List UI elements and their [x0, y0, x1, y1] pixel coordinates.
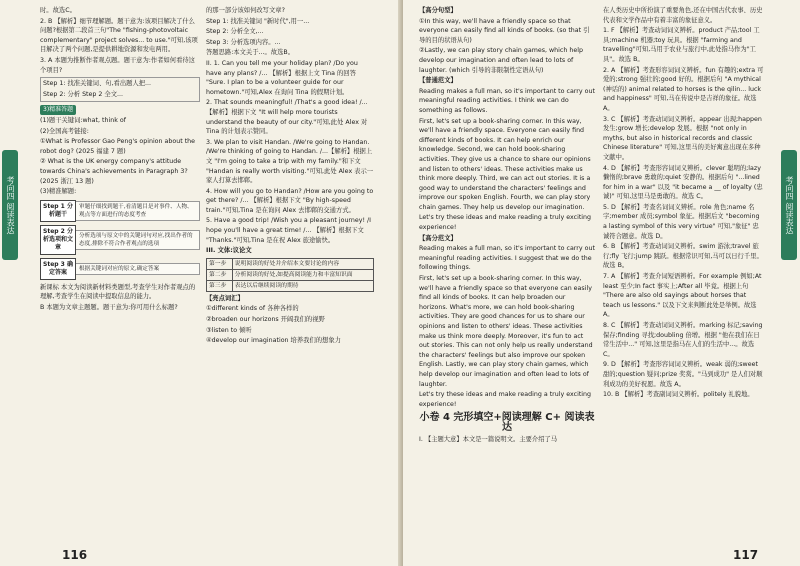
step-box — [40, 77, 200, 102]
page-number: 117 — [733, 548, 759, 562]
text-line: 5. D 【解析】考查名词词义辨析。role 角色;name 名字;member 成员;symbol 象征。根据后文 "becoming a lasting symbol of this very virtue" 可知,"象征" 忠诚符合题意。故选 D。 — [603, 203, 760, 240]
right-page — [403, 0, 800, 566]
text-line: 【普通范文】 — [419, 77, 457, 85]
text-line: Step 1: 找准关键词 "新时代",用一... — [206, 17, 310, 25]
text-line: III. 文体:议论文 — [206, 247, 252, 255]
text-line: First, let's set up a book-sharing corner. In this way, we'll have a friendly space so that everyone can easily find all kinds of books. It can help broaden our horizons. What's more, we can hold book-sharing activities. They are good chances for us to share our opinions and listen to others' ideas. These activities make us think more deeply. Moreover, it's fun to act out stories. This can not only help us really understand the characters' feelings but also improve our spoken English. Lastly, we can play story chain games, which help develop our imagination and often lead to lots of laughter. — [419, 275, 593, 388]
flow-step-2 — [40, 225, 200, 255]
text-line: 7. A 【解析】考查介词短语辨析。For example 例如;At least 至少;In fact 事实上;After all 毕竟。根据上句 "There are also old sayings about horses that teach us lessons." 以及下文来判断此处是举例。故选 A。 — [603, 273, 762, 319]
text-line: 2. That sounds meaningful! /That's a good idea! /... 【解析】根据下文 "It will help more tourists understand the beauty of our city."可知,此处 Alex 对 Tina 的计划表示赞同。 — [206, 99, 368, 136]
structure-table — [206, 258, 374, 292]
text-line: 答题思路:本文关于...。故选B。 — [206, 49, 295, 57]
text-line: 3. We plan to visit Handan. /We're going to Handan. /We're thinking of going to Handan. /...【解析】根据上文 "I'm going to take a trip with my family."和下文 "Handan is really worth visiting."可知,此处 Alex 表示一家人打算去邯郸。 — [206, 138, 374, 185]
text-line: 【高分句型】 — [419, 7, 457, 14]
text-line: 新课标 本文为阅读新材料类题型,考查学生对作者观点的理解,考查学生在阅读中提取信息的能力。 — [40, 283, 196, 301]
flow-step-label: Step 3 确定答案 — [40, 258, 76, 280]
text-line: 10. B 【解析】考查副词词义辨析。politely 礼貌地。 — [603, 391, 754, 399]
side-tab: 考向四 阅读表达 — [2, 150, 18, 260]
text-line: Step 1: 找准关键词、句,看出题人把... — [43, 80, 152, 88]
text-line: 3. C 【解析】考查动词词义辨析。appear 出现;happen 发生;grow 增长;develop 发展。根据 "not only in myths, but also in historical records and classic Chinese literature" 可知,这里马的美好寓意出现在多种文献中。 — [603, 115, 762, 161]
text-line: First, let's set up a book-sharing corner. In this way, we'll have a friendly space. Everyone can easily find different kinds of books. It can help enrich our knowledge. Second, we can hold book-sharing activities. They give us a chance to share our opinions and listen to others' ideas. These activities make us think more deeply. Third, we can act out stories. It is a good way to understand the characters' feelings and improve our spoken English. Fourth, we can play story chain games. They help us develop our imagination. — [419, 117, 591, 211]
text-line: Step 3: 分析选项内容。... — [206, 38, 281, 46]
text-line: Let's try these ideas and make reading a truly exciting experience! — [419, 214, 592, 232]
text-line: 5. Have a good trip! /Wish you a pleasant journey! /I hope you'll have a great time! /... 【解析】根据下文 "Thanks."可知,Tina 是在祝 Alex 旅途愉快。 — [206, 217, 372, 244]
left-column-2 — [206, 6, 374, 347]
table-cell: 说明阅读的好处并介绍本文要讨论的内容 — [232, 258, 373, 269]
flow-step-text: 分析选项与原文中的关键词句对应,找出作者的态度,排除不符合作者观点的选项 — [76, 230, 200, 250]
text-line: 4. How will you go to Handan? /How are you going to get there? /... 【解析】根据下文 "By high-speed train."可知,Tina 是在询问 Alex 去邯郸的交通方式。 — [206, 187, 374, 214]
text-line: I. 【主题大意】本文是一篇说明文。主要介绍了马 — [419, 435, 558, 443]
text-line: 3. A 本题为推断作者观点题。题干意为:作者如何看待这个项目? — [40, 56, 195, 74]
page-number: 116 — [62, 548, 88, 562]
text-line: ②Lastly, we can play story chain games, which help develop our imagination and often lead to lots of laughter. (which 引导的非限制性定语从句) — [419, 47, 583, 74]
text-line: 8. C 【解析】考查动词词义辨析。marking 标记;saving 保存;finding 寻找;doubling 倍增。根据 "他在我们在日常生活中..." 可知,这里是指马在人们的生活中...。故选 C。 — [603, 322, 763, 358]
text-line: Step 2: 分析 Step 2 全文... — [43, 90, 124, 98]
text-line: ①In this way, we'll have a friendly space so that everyone can easily find all kinds of books. (so that 引导的目的状语从句) — [419, 17, 590, 44]
text-line: II. 1. Can you tell me your holiday plan? /Do you have any plans? /... 【解析】根据上文 Tina 的回答 "Sure. I plan to be a volunteer guide for our hometown."可知,Alex 在询问 Tina 的假期计划。 — [206, 59, 358, 96]
table-cell: 第一步 — [207, 258, 233, 269]
text-line: 【高分范文】 — [419, 234, 457, 242]
text-line: 2. A 【解析】考查形容词词义辨析。fun 有趣的;extra 可爱的;strong 强壮的;good 好的。根据后句 "A mythical (神话的) animal related to horses is the qilin... luck and happiness" 可知,马在传说中是吉祥的象征。故选 A。 — [603, 66, 764, 112]
text-line: 在人类历史中所扮演了重要角色,还在中国古代农事、历史代表和文学作品中有着丰富的象征意义。 — [603, 7, 763, 24]
table-row — [207, 269, 374, 280]
text-line: 6. B 【解析】考查动词词义辨析。swim 游泳;travel 旅行;fly 飞行;jump 跳跃。根据常识可知,马可以日行千里。故选 B。 — [603, 243, 763, 270]
table-cell: 第三步 — [207, 280, 233, 291]
table-cell: 表达以后继续阅读的期待 — [232, 280, 373, 291]
text-line: (2)全国高考链接: — [40, 127, 89, 135]
text-line: Step 2: 分析全文,... — [206, 28, 264, 36]
section-tag: 3)精准答题 — [40, 105, 76, 115]
table-row — [207, 280, 374, 291]
text-line: 1. F 【解析】考查动词词义辨析。product 产品;tool 工具;machine 机器;toy 玩具。根据 "farming and travelling"可知,马用于农业与旅行中,此处指马作为"工具"。故选 B。 — [603, 27, 760, 63]
flow-step-text: 审题仔细找到题干,看清题目是对事件、人物、观点等方面进行的态度考查 — [76, 201, 200, 221]
text-line: 的那一部分该如何改写文章? — [206, 7, 285, 14]
flow-step-3 — [40, 258, 200, 280]
text-line: ②broaden our horizons 开阔我们的视野 — [206, 316, 325, 324]
flow-step-1 — [40, 200, 200, 222]
text-line: ④develop our imagination 培养我们的想象力 — [206, 337, 341, 345]
text-line: Reading makes a full man, so it's important to carry out meaningful reading activities. I suggest that we do the following things. — [419, 245, 595, 272]
right-column-1 — [419, 6, 595, 445]
text-line: (3)精准解题: — [40, 188, 77, 196]
text-line: Let's try these ideas and make reading a truly exciting experience! — [419, 391, 592, 408]
text-line: Reading makes a full man, so it's important to carry out meaningful reading activities. I think we can do something as follows. — [419, 87, 595, 114]
text-line: 4. D 【解析】考查形容词词义辨析。clever 聪明的;lazy 懒惰的;brave 勇敢的;quiet 安静的。根据后句 "...lined for him in a war" 以及 "it became a __ of loyalty (忠诚)" 可知,这里马是勇敢的。故选 C。 — [603, 164, 763, 201]
text-line: 时。故选C。 — [40, 7, 76, 14]
text-line: ①different kinds of 各种各样的 — [206, 305, 299, 313]
unit-title: 小卷 4 完形填空+阅读理解 C+ 阅读表达 — [419, 412, 595, 433]
flow-step-text: 根据关键词对应的原文,确定答案 — [76, 263, 200, 275]
table-row — [207, 258, 374, 269]
text-line: B 本题为文章主题题。题干意为:你可用什么标题? — [40, 303, 178, 311]
text-line: 9. D 【解析】考查形容词词义辨析。weak 弱的;sweet 甜的;question 疑问;prize 奖赏。"马到成功" 是人们对顺利成功的美好祝愿。故选 A。 — [603, 361, 763, 388]
text-line: 2. B 【解析】细节理解题。题干意为:该项目解决了什么问题?根据第二段首三句"The "fishing-photovoltaic complementary" project solves... to use."可知,该项目解决了两个问题,是提供耕地资源和发电两用。 — [40, 17, 198, 54]
left-column-1 — [40, 6, 200, 313]
side-tab: 考向四 阅读表达 — [781, 150, 797, 260]
text-line: (1)题干关键词:what, think of — [40, 116, 126, 124]
text-line: ①What is Professor Gao Peng's opinion about the robot dog? (2025 福建 7 题) — [40, 138, 196, 155]
table-cell: 分析阅读的好处,如提高阅读能力和丰富知识面 — [232, 269, 373, 280]
table-cell: 第二步 — [207, 269, 233, 280]
text-line: 【亮点词汇】 — [206, 294, 244, 302]
right-column-2 — [603, 6, 765, 401]
flow-step-label: Step 2 分析选项和文章 — [40, 225, 76, 255]
flow-step-label: Step 1 分析题干 — [40, 200, 76, 222]
text-line: ③listen to 倾听 — [206, 326, 252, 334]
text-line: ② What is the UK energy company's attitude towards China's achievements in Paragraph 3? (2025 浙江 13 题) — [40, 158, 188, 185]
